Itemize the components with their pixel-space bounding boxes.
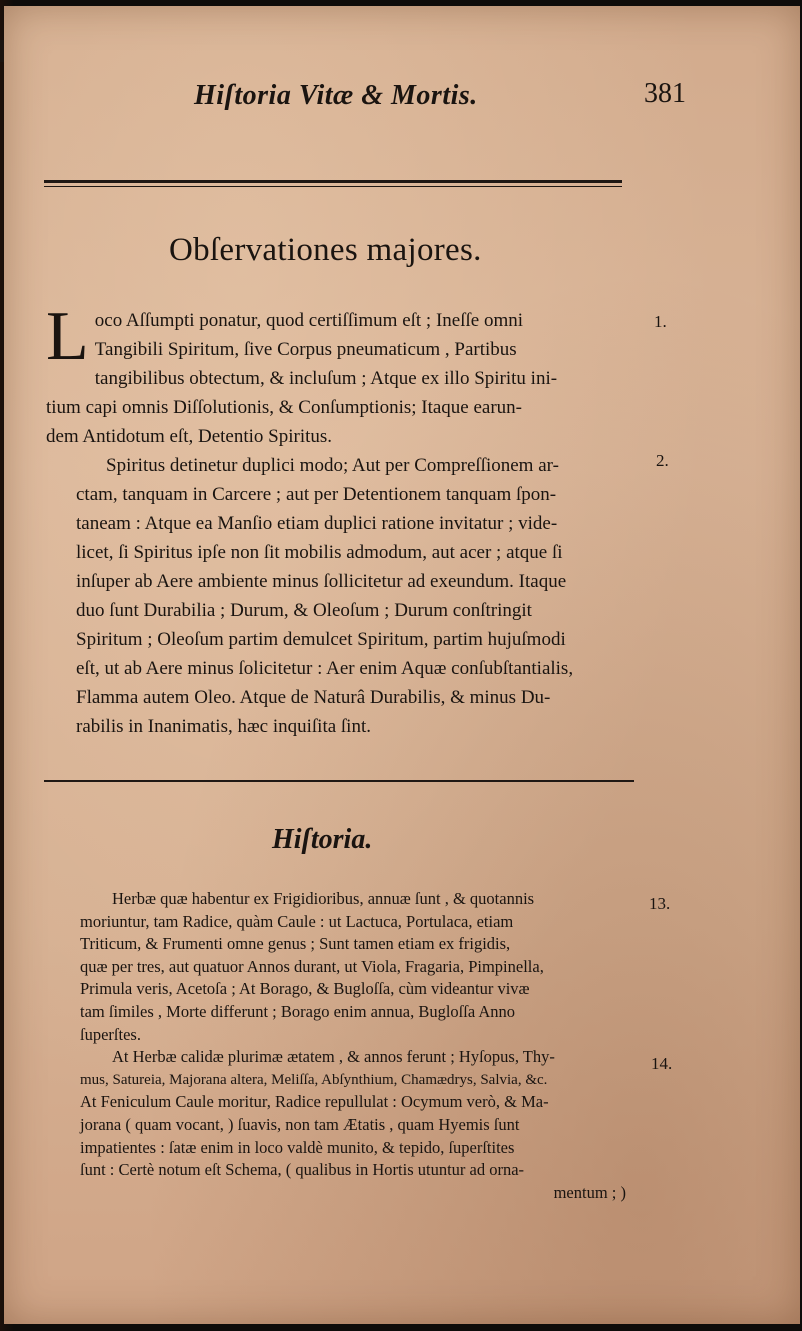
text-line: Spiritum ; Oleoſum partim demulcet Spiritum, partim hujuſmodi [76, 629, 566, 650]
text-line: ſunt : Certè notum eſt Schema, ( qualibus in Hortis utuntur ad orna- [80, 1160, 525, 1180]
text-line: eſt, ut ab Aere minus ſolicitetur : Aer enim Aquæ conſubſtantialis, [76, 658, 574, 679]
text-line: licet, ſi Spiritus ipſe non ſit mobilis admodum, aut acer ; atque ſi [76, 542, 563, 563]
section-rule [44, 780, 634, 782]
drop-cap: L [46, 298, 89, 375]
margin-number: 14. [651, 1054, 673, 1073]
header-rule [44, 180, 622, 183]
text-line: Tangibili Spiritum, ſive Corpus pneumaticum , Partibus [94, 339, 517, 360]
running-title: Hiſtoria Vitæ & Mortis. [194, 80, 478, 111]
upper-text-block [46, 298, 626, 741]
text-line: jorana ( quam vocant, ) ſuavis, non tam Ætatis , quam Hyemis ſunt [80, 1114, 520, 1134]
text-line: moriuntur, tam Radice, quàm Caule : ut Lactuca, Portulaca, etiam [80, 911, 514, 931]
paragraph-1 [46, 298, 626, 451]
text-line: tam ſimiles , Morte differunt ; Borago enim annua, Bugloſſa Anno [80, 1001, 516, 1021]
margin-number: 13. [649, 894, 671, 913]
text-line: tium capi omnis Diſſolutionis, & Conſumptionis; Itaque earun- [46, 397, 523, 418]
text-line: mus, Satureia, Majorana altera, Meliſſa, Abſynthium, Chamædrys, Salvia, &c. [80, 1071, 548, 1088]
paragraph-13 [46, 888, 626, 1046]
text-line: inſuper ab Aere ambiente minus ſollicitetur ad exeundum. Itaque [76, 571, 567, 592]
text-line: At Herbæ calidæ plurimæ ætatem , & annos ferunt ; Hyſopus, Thy- [112, 1047, 555, 1067]
text-line: quæ per tres, aut quatuor Annos durant, ut Viola, Fragaria, Pimpinella, [80, 956, 544, 976]
paragraph-2 [46, 451, 626, 741]
margin-number: 2. [656, 451, 669, 470]
lower-text-block [46, 888, 626, 1204]
text-line: oco Aſſumpti ponatur, quod certiſſimum eſt ; Ineſſe omni [94, 310, 524, 331]
text-line: ſuperſtes. [80, 1024, 141, 1044]
text-line: At Feniculum Caule moritur, Radice repullulat : Ocymum verò, & Ma- [80, 1092, 549, 1112]
margin-number: 1. [654, 312, 667, 331]
text-line: rabilis in Inanimatis, hæc inquiſita ſint. [76, 716, 371, 737]
page-header [4, 74, 800, 124]
paragraph-14 [46, 1046, 626, 1204]
text-line: ctam, tanquam in Carcere ; aut per Detentionem tanquam ſpon- [76, 484, 557, 505]
book-page [4, 6, 800, 1324]
text-line: Triticum, & Frumenti omne genus ; Sunt tamen etiam ex frigidis, [80, 934, 511, 954]
text-line: duo ſunt Durabilia ; Durum, & Oleoſum ; Durum conſtringit [76, 600, 532, 621]
text-line: Primula veris, Acetoſa ; At Borago, & Bugloſſa, cùm videantur vivæ [80, 979, 530, 999]
text-line: mentum ; ) [553, 1182, 626, 1202]
section-heading: Obſervationes majores. [169, 232, 482, 268]
text-line: impatientes : ſatæ enim in loco valdè munito, & tepido, ſuperſtites [80, 1137, 515, 1157]
page-number: 381 [644, 78, 686, 109]
text-line: Flamma autem Oleo. Atque de Naturâ Durabilis, & minus Du- [76, 687, 551, 708]
text-line: taneam : Atque ea Manſio etiam duplici ratione invitatur ; vide- [76, 513, 558, 534]
text-line: Spiritus detinetur duplici modo; Aut per Compreſſionem ar- [106, 455, 559, 476]
text-line: tangibilibus obtectum, & incluſum ; Atque ex illo Spiritu ini- [94, 368, 558, 389]
historia-heading: Hiſtoria. [272, 824, 373, 855]
text-line: Herbæ quæ habentur ex Frigidioribus, annuæ ſunt , & quotannis [112, 889, 535, 908]
text-line: dem Antidotum eſt, Detentio Spiritus. [46, 426, 333, 447]
